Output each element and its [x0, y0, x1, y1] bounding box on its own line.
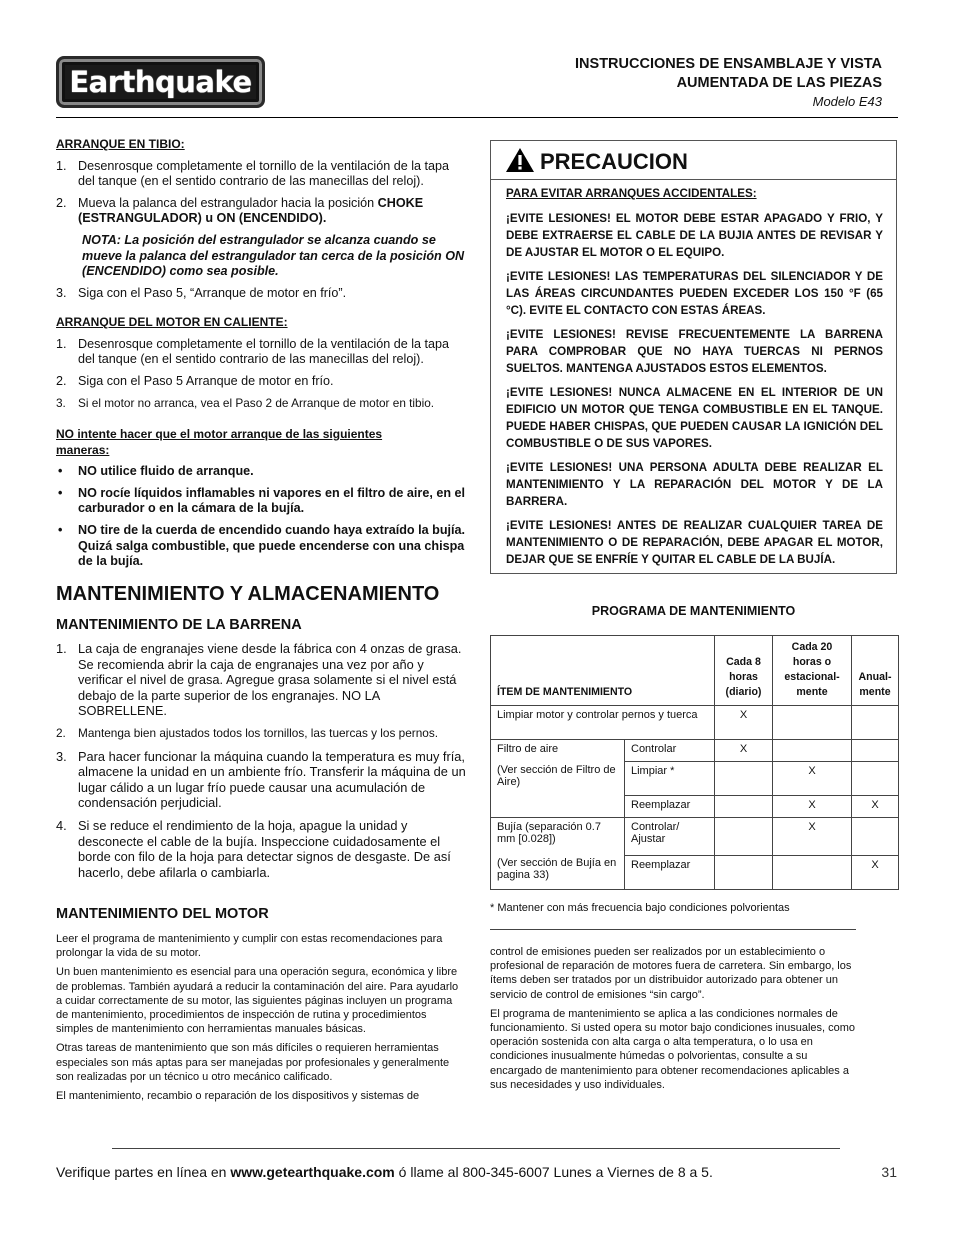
check-cell: X	[773, 818, 852, 856]
paragraph: control de emisiones pueden ser realizados por un establecimiento o profesional de reparación de motores fuera de carretera. Sin embargo, los ítems deben ser tratados por un distribuidor autorizado para obtener un servicio de control de emisiones “sin cargo”.	[490, 946, 852, 1001]
schedule-table-wrap	[490, 635, 899, 890]
action-cell: Reemplazar	[625, 796, 715, 818]
row-item: Bujía (separación 0.7 mm [0.028]) (Ver sección de Bujía en pagina 33)	[491, 818, 625, 890]
list-item: • NO tire de la cuerda de encendido cuando haya extraído la bujía. Quizá salga combustible, que puede encenderse con una chispa de la bujía.	[58, 522, 466, 569]
row-item: Limpiar motor y controlar pernos y tuerca	[491, 706, 715, 740]
list-item: 1. Desenrosque completamente el tornillo de la ventilación de la tapa del tanque (en el sentido contrario de las manecillas del reloj).	[56, 158, 450, 189]
choke-note: NOTA: La posición del estrangulador se alcanza cuando se mueve la palanca del estrangulador tan cerca de la posición ON (ENCENDIDO) como sea posible.	[82, 232, 465, 279]
website-link[interactable]: www.getearthquake.com	[230, 1164, 395, 1180]
list-item: 3. Si el motor no arranca, vea el Paso 2 de Arranque de motor en tibio.	[56, 396, 435, 411]
header-item: ÍTEM DE MANTENIMIENTO	[491, 636, 715, 706]
check-cell: X	[773, 796, 852, 818]
header-title-1: INSTRUCCIONES DE ENSAMBLAJE Y VISTA	[575, 56, 882, 72]
paragraph: El programa de mantenimiento se aplica a las condiciones normales de funcionamiento. Si usted opera su motor bajo condiciones inusuales, como operación sostenida con alta carga o alta temperatura, o lo usa en condiciones inusualmente húmedas o polvorientas, consulte a su encargado de mantenimiento para obtener recomendaciones aplicables a sus necesidades y uso individuales.	[490, 1007, 856, 1091]
schedule-footnote: * Mantener con más frecuencia bajo condiciones polvorientas	[490, 902, 790, 914]
table-row	[491, 706, 899, 740]
model-label: Modelo E43	[812, 94, 882, 109]
paragraph: El mantenimiento, recambio o reparación de los dispositivos y sistemas de	[56, 1090, 420, 1103]
header-every-8-hours: Cada 8 horas (diario)	[715, 636, 773, 706]
table-row	[491, 740, 899, 762]
auger-maintenance-title: MANTENIMIENTO DE LA BARRENA	[56, 617, 302, 633]
page-number: 31	[881, 1164, 897, 1180]
list-item: 1. La caja de engranajes viene desde la fábrica con 4 onzas de grasa. Se recomienda abrir la caja de engranajes una vez por año y verificar el nivel de grasa. Agregue grasa solamente si el nivel está debajo de la parte superior de los engranajes. NO LA SOBRELLENE.	[56, 641, 462, 719]
paragraph: Un buen mantenimiento es esencial para una operación segura, económica y libre de problemas. También ayudará a reducir la contaminación del aire. Para ayudarlo a cuidar correctamente de su motor, las siguientes páginas incluyen un programa de mantenimiento, procedimientos de inspección de rutina y procedimientos simples de mantenimiento con herramientas manuales básicas.	[56, 966, 459, 1036]
right-text	[490, 945, 858, 1092]
earthquake-logo	[56, 56, 265, 108]
engine-maintenance-title: MANTENIMIENTO DEL MOTOR	[56, 906, 269, 922]
header-divider	[56, 117, 898, 118]
row-item: Filtro de aire (Ver sección de Filtro de Aire)	[491, 740, 625, 818]
list-item: • NO utilice fluido de arranque.	[58, 464, 254, 479]
action-cell: Controlar/ Ajustar	[625, 818, 715, 856]
warning-icon	[505, 147, 535, 173]
maintenance-schedule-table	[490, 635, 899, 890]
caution-header	[491, 141, 896, 180]
footer-text: Verifique partes en línea en www.getearthquake.com ó llame al 800-345-6007 Lunes a Viernes de 8 a 5.	[56, 1164, 713, 1180]
check-cell: X	[852, 856, 899, 890]
warm-start-section	[56, 137, 466, 301]
caution-title: PRECAUCION	[540, 149, 688, 174]
list-item: 4. Si se reduce el rendimiento de la hoja, apague la unidad y desconecte el cable de la bujía. Inspeccione cuidadosamente el borde con filo de la hoja para detectar signos de desgaste. De así hacerlo, debe afilarla o cambiarla.	[56, 817, 451, 880]
table-header-row	[491, 636, 899, 706]
list-item: 1. Desenrosque completamente el tornillo de la ventilación de la tapa del tanque (en el sentido contrario de las manecillas del reloj).	[56, 336, 450, 367]
caution-item: ¡EVITE LESIONES! NUNCA ALMACENE EN EL INTERIOR DE UN EDIFICIO UN MOTOR QUE TENGA COMBUSTIBLE EN EL TANQUE. PUEDE HABER CHISPAS, QUE PUEDEN CAUSAR LA IGNICIÓN DEL COMBUSTIBLE O DE SUS VAPORES.	[506, 386, 883, 450]
header-annually: Anual-mente	[852, 636, 899, 706]
table-row	[491, 818, 899, 856]
action-cell: Controlar	[625, 740, 715, 762]
caution-box	[490, 140, 897, 574]
schedule-title: PROGRAMA DE MANTENIMIENTO	[591, 604, 796, 618]
divider	[490, 929, 856, 930]
paragraph: Otras tareas de mantenimiento que son más difíciles o requieren herramientas especiales son más aptas para ser manejadas por profesionales y generalmente son realizadas por un técnico u otro mecánico calificado.	[56, 1042, 450, 1083]
header-every-20-hours: Cada 20 horas o estacional-mente	[773, 636, 852, 706]
caution-body	[506, 185, 883, 575]
hot-start-heading: ARRANQUE DEL MOTOR EN CALIENTE:	[56, 315, 288, 329]
maintenance-title: MANTENIMIENTO Y ALMACENAMIENTO	[56, 583, 440, 605]
header-title-2: AUMENTADA DE LAS PIEZAS	[676, 75, 882, 91]
list-item: 3. Para hacer funcionar la máquina cuando la temperatura es muy fría, almacene la unidad en un ambiente frío. Transferir la máquina de un lugar cálido a un lugar frío puede causar una acumulación de condensación perjudicial.	[56, 748, 466, 811]
do-not-heading: NO intente hacer que el motor arranque de las siguientes maneras:	[56, 427, 383, 457]
page-header	[575, 55, 882, 109]
caution-item: ¡EVITE LESIONES! REVISE FRECUENTEMENTE LA BARRENA PARA COMPROBAR QUE NO HAYA TUERCAS NI PERNOS SUELTOS. MANTENGA AJUSTADOS ESTOS ELEMENTOS.	[506, 328, 883, 375]
action-cell: Reemplazar	[625, 856, 715, 890]
paragraph: Leer el programa de mantenimiento y cumplir con estas recomendaciones para prolongar la vida de su motor.	[56, 933, 443, 960]
list-item: 2. Mueva la palanca del estrangulador hacia la posición CHOKE (ESTRANGULADOR) u ON (ENCENDIDO).	[56, 195, 424, 226]
caution-item: ¡EVITE LESIONES! ANTES DE REALIZAR CUALQUIER TAREA DE MANTENIMIENTO O DE REPARACIÓN, DEBE APAGAR EL MOTOR, DEJAR QUE SE ENFRÍE Y QUITAR EL CABLE DE LA BUJÍA.	[506, 519, 883, 566]
list-item: 3. Siga con el Paso 5, “Arranque de motor en frío”.	[56, 285, 347, 300]
list-item: 2. Siga con el Paso 5 Arranque de motor en frío.	[56, 373, 334, 388]
caution-item: ¡EVITE LESIONES! EL MOTOR DEBE ESTAR APAGADO Y FRIO, Y DEBE EXTRAERSE EL CABLE DE LA BUJIA ANTES DE REVISAR Y DE AJUSTAR EL MOTOR O EL EQUIPO.	[506, 212, 883, 259]
footer-divider	[112, 1148, 840, 1149]
check-cell: X	[852, 796, 899, 818]
list-item: • NO rocíe líquidos inflamables ni vapores en el filtro de aire, en el carburador o en la cámara de la bujía.	[58, 485, 466, 516]
action-cell: Limpiar *	[625, 762, 715, 796]
list-item: 2. Mantenga bien ajustados todos los tornillos, las tuercas y los pernos.	[56, 725, 439, 740]
caution-heading: PARA EVITAR ARRANQUES ACCIDENTALES:	[506, 187, 757, 200]
check-cell: X	[715, 740, 773, 762]
caution-item: ¡EVITE LESIONES! LAS TEMPERATURAS DEL SILENCIADOR Y DE LAS ÁREAS CIRCUNDANTES PUEDEN EXCEDER LOS 150 °F (65 °C). EVITE EL CONTACTO CON ESTAS ÁREAS.	[506, 270, 883, 317]
do-not-section	[56, 427, 466, 570]
caution-item: ¡EVITE LESIONES! UNA PERSONA ADULTA DEBE REALIZAR EL MANTENIMIENTO Y LA REPARACIÓN DEL MOTOR Y DE LA BARRERA.	[506, 461, 883, 508]
check-cell: X	[773, 762, 852, 796]
hot-start-section	[56, 315, 466, 412]
auger-steps	[56, 641, 466, 880]
warm-start-heading: ARRANQUE EN TIBIO:	[56, 137, 185, 151]
check-cell: X	[715, 706, 773, 740]
engine-maintenance-text	[56, 932, 462, 1103]
logo-text: Earthquake	[69, 65, 252, 99]
